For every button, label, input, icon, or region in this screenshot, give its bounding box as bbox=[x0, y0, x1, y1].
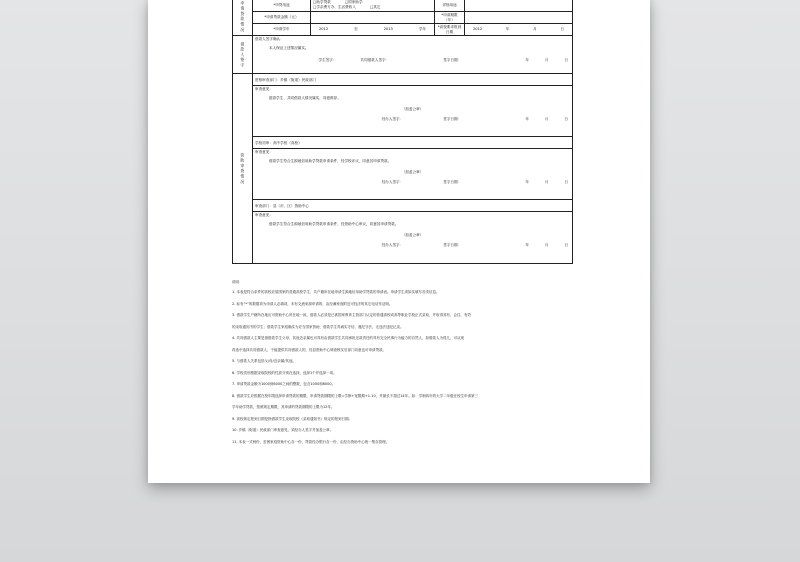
approval-opinion-cell-3 bbox=[253, 212, 573, 264]
year-3: 年 bbox=[525, 243, 529, 248]
note-item bbox=[232, 417, 532, 421]
purpose-options bbox=[311, 0, 435, 12]
handler-sign-2[interactable]: 经办人签字： bbox=[381, 180, 404, 185]
approval-dept-row-2 bbox=[233, 137, 573, 149]
year-suffix: 学年 bbox=[418, 27, 426, 32]
note-item bbox=[232, 336, 532, 352]
note-text: 11. 本表一式两份，贫困家庭资助中心存一份，贷款经办银行存一份，由经办资助中心统一集存管理。 bbox=[232, 439, 390, 444]
purpose-option-1[interactable]: □助学贷款 bbox=[313, 0, 331, 5]
note-text-cont: 再选中选择共同借款人，不能提供共同借款人的，经县资助中心调查核实后部门同意也可申请贷款。 bbox=[232, 347, 386, 352]
sign-month: 月 bbox=[544, 57, 549, 62]
note-item bbox=[232, 371, 532, 375]
borrower-sign-cell bbox=[253, 36, 573, 74]
deadline-year: 2012 bbox=[473, 27, 483, 32]
note-text: 10. 乡镇（街道）民政部门审查意见，须经办人签字并加盖公章。 bbox=[232, 428, 334, 432]
opinion-text-2: 借款学生符合生源地信用助学贷款申请条件，经学校评议，同意其申请贷款。 bbox=[269, 158, 392, 163]
handler-sign-3[interactable]: 经办人签字： bbox=[381, 243, 404, 248]
approval-dept-row-3 bbox=[233, 200, 573, 212]
confirm-heading: 借款人签字确认： bbox=[255, 37, 284, 42]
approval-dept-3: 审查部门：县（市、区）资助中心 bbox=[253, 200, 573, 212]
borrower-sign-row bbox=[233, 36, 573, 74]
seal-2: （加盖公章） bbox=[401, 169, 424, 174]
note-text: 9. 高校规定报到日期是指借款学生录取院校《录取通知书》规定的报到日期。 bbox=[232, 416, 352, 421]
month-1: 月 bbox=[544, 117, 549, 122]
year-from: 2012 bbox=[319, 27, 329, 32]
approval-dept-row-1 bbox=[233, 74, 573, 86]
seal-3: （加盖公章） bbox=[401, 232, 424, 237]
month-2: 月 bbox=[544, 180, 549, 185]
approval-opinion-cell-1 bbox=[253, 86, 573, 137]
sign-date-label[interactable]: 签字日期： bbox=[443, 57, 462, 62]
sign-year: 年 bbox=[525, 57, 529, 62]
opinion-text-1: 借款学生、共同借款人情况属实，同意推荐。 bbox=[269, 95, 341, 100]
deadline-label: *高校要求报到日期 bbox=[435, 24, 465, 36]
co-borrower-sign-label[interactable]: 共同借款人签字： bbox=[360, 57, 390, 62]
years-label: *申请学年 bbox=[253, 24, 311, 36]
note-text: 3. 借款学生户籍所在地应可资助中心所在地一致，借款人必须是已被国家教育主管部门认定的普通高校或高等职业学校正式录取、并取得其有、会住、有效 bbox=[232, 313, 471, 317]
deadline-year-unit: 年 bbox=[505, 27, 510, 32]
opinion-label-3: 审查意见： bbox=[255, 213, 273, 218]
years-field[interactable] bbox=[311, 24, 435, 36]
sign-day: 日 bbox=[564, 57, 568, 62]
notes-title: 说明： bbox=[232, 280, 243, 284]
section-label-borrower-sign: 借款人签字 bbox=[233, 36, 253, 74]
approval-opinion-row-1 bbox=[233, 86, 573, 137]
note-item bbox=[232, 428, 532, 432]
approval-opinion-row-3 bbox=[233, 212, 573, 264]
month-3: 月 bbox=[544, 243, 549, 248]
year-row bbox=[233, 24, 573, 36]
note-item bbox=[232, 394, 532, 410]
purpose-option-2[interactable]: □国家助学 bbox=[344, 0, 363, 5]
note-text: 7. 申请贷款金额为1000到6000之间的整数，包含1000和6000。 bbox=[232, 382, 336, 386]
note-text: 6. 学校类别根据录取院校的性质分别在选择，选择1个并选择一项。 bbox=[232, 370, 337, 375]
note-item bbox=[232, 440, 532, 444]
year-1: 年 bbox=[525, 117, 529, 122]
sign-date-2[interactable]: 签字日期： bbox=[443, 180, 462, 185]
purpose-label: *申贷用途 bbox=[253, 0, 311, 12]
deadline-field[interactable] bbox=[465, 24, 573, 36]
seal-1: （加盖公章） bbox=[401, 106, 424, 111]
note-text: 2. 标有“*”的数据项为申请人必填项，未有交流来源申请的，由经满家庭附近可经济的其它电话作证明。 bbox=[232, 301, 393, 306]
sign-date-3[interactable]: 签字日期： bbox=[443, 243, 462, 248]
deadline-day-unit: 日 bbox=[560, 27, 564, 32]
document-page bbox=[148, 0, 650, 483]
day-3: 日 bbox=[564, 243, 568, 248]
approval-dept-1: 资格审查部门：乡镇（街道）民政部门 bbox=[253, 74, 573, 86]
handler-sign-1[interactable]: 经办人签字： bbox=[381, 117, 404, 122]
note-text: 5. 与借款人关系包括父/母/近亲属/其他。 bbox=[232, 359, 296, 363]
student-sign-label[interactable]: 学生签字： bbox=[318, 57, 337, 62]
opinion-label-1: 审查意见： bbox=[255, 87, 273, 92]
note-text: 4. 共同借款人主要是指借款学生父母，其他近亲属也可具有由借款学生共同承担还款责任的具有完全民事行为能力的自然人，如借款人为孤儿，可从现 bbox=[232, 336, 464, 340]
amount-field[interactable] bbox=[311, 12, 435, 24]
note-text-cont: 的录取通知书的学生；借款学生家庭确实为应当国家资助，借款学生具诚实守信、遵纪守法、无违法违纪记录。 bbox=[232, 324, 404, 329]
year-to: 2013 bbox=[383, 27, 393, 32]
purpose-row bbox=[233, 0, 573, 12]
note-item bbox=[232, 313, 532, 329]
section-label-loan-info: 申请贷款情况 bbox=[233, 0, 253, 36]
amount-row bbox=[233, 12, 573, 24]
year-2: 年 bbox=[525, 180, 529, 185]
note-text-cont: 学年助学贷款，按照规定期限，其申请的贷款期限的上限为12年。 bbox=[232, 405, 335, 409]
approval-opinion-row-2 bbox=[233, 149, 573, 200]
sign-date-1[interactable]: 签字日期： bbox=[443, 117, 462, 122]
term-field[interactable] bbox=[465, 12, 573, 24]
amount-label: *申请贷款金额（元） bbox=[253, 12, 311, 24]
note-item bbox=[232, 359, 532, 363]
note-item bbox=[232, 290, 532, 294]
day-1: 日 bbox=[564, 117, 568, 122]
opinion-label-2: 审查意见： bbox=[255, 150, 273, 155]
notes-section bbox=[232, 280, 532, 451]
other-purpose-label: 详细用途 bbox=[435, 0, 465, 12]
purpose-option-3[interactable]: □学杂费方办、生活费收入 bbox=[313, 5, 356, 9]
year-to-sep: 至 bbox=[354, 27, 358, 32]
day-2: 日 bbox=[564, 180, 568, 185]
opinion-text-3: 借款学生符合生源地信用助学贷款申请条件，经资助中心审议，同意其申请贷款。 bbox=[269, 221, 399, 226]
approval-opinion-cell-2 bbox=[253, 149, 573, 200]
section-label-approval: 资助审查情况 bbox=[233, 74, 253, 264]
other-purpose-field[interactable] bbox=[465, 0, 573, 12]
deadline-month-unit: 月 bbox=[533, 27, 537, 32]
note-text: 1. 本表是符合条件的高校应届国家的普通高校学生、共户籍所在地申请生源地信用助学贷款的申请表。申请学生须如实填写各类信息。 bbox=[232, 290, 440, 294]
term-label: *申请期限（年） bbox=[435, 12, 465, 24]
approval-dept-2: 学校初审：高中学校（高校） bbox=[253, 137, 573, 149]
confirm-text: 本人保证上述情况属实。 bbox=[269, 45, 309, 50]
loan-application-form bbox=[232, 0, 573, 264]
purpose-option-4[interactable]: □其它 bbox=[369, 5, 381, 9]
note-text: 8. 借款学生应根据在校年限选择申请贷款的期限，申请贷款期限的上限=学制+宽限期+1-10，并最长不超过14年。如：学制四年的大学二年级在校生申请第三 bbox=[232, 393, 479, 398]
note-item bbox=[232, 382, 532, 386]
note-item bbox=[232, 302, 532, 306]
